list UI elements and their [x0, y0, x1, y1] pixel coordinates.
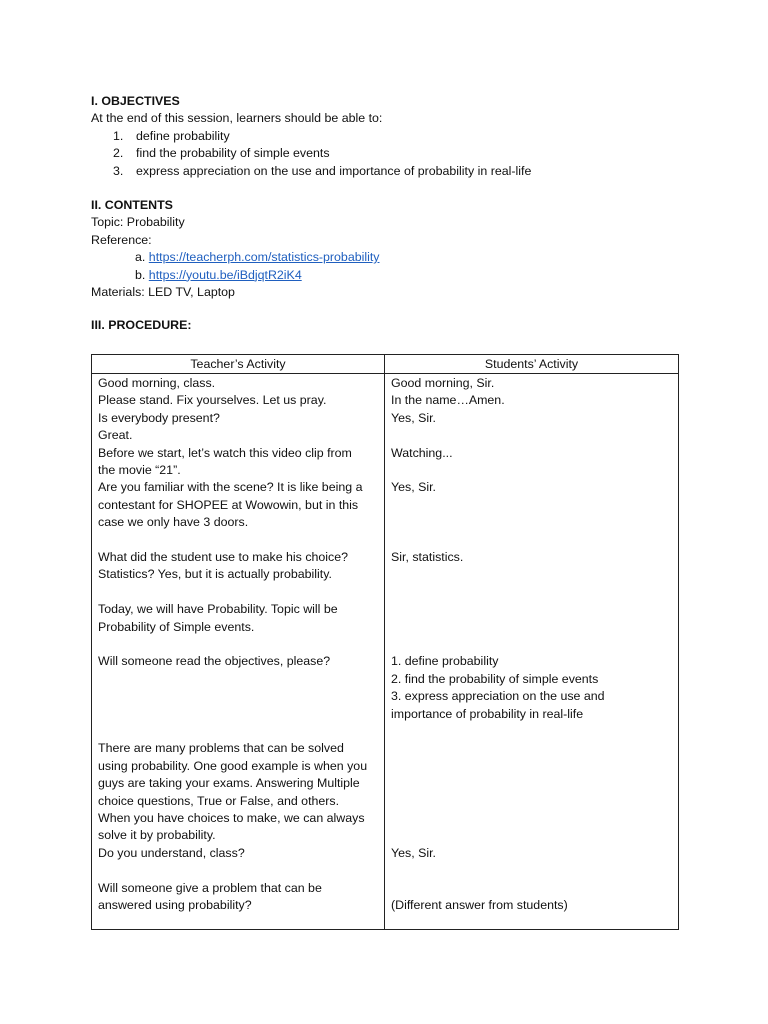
- teacher-line: [98, 706, 378, 723]
- student-line: [391, 636, 672, 653]
- teacher-line: answered using probability?: [98, 898, 252, 913]
- teacher-line: Do you understand, class?: [98, 845, 245, 860]
- objectives-intro: At the end of this session, learners should be able to:: [91, 111, 383, 126]
- student-line: [391, 775, 672, 792]
- student-line: [391, 619, 672, 636]
- teacher-line: [98, 862, 378, 879]
- student-line: [391, 532, 672, 549]
- teacher-line: case we only have 3 doors.: [98, 515, 249, 530]
- student-line: In the name…Amen.: [391, 393, 505, 408]
- objective-text: express appreciation on the use and importance of probability in real-life: [136, 163, 532, 178]
- student-line: Yes, Sir.: [391, 480, 436, 495]
- reference-prefix: b.: [135, 267, 146, 282]
- student-line: [391, 462, 672, 479]
- reference-prefix: a.: [135, 250, 146, 265]
- student-line: [391, 584, 672, 601]
- student-line: [391, 723, 672, 740]
- teacher-line: [98, 671, 378, 688]
- student-line: Sir, statistics.: [391, 549, 464, 564]
- student-line: importance of probability in real-life: [391, 706, 584, 721]
- student-line: [391, 758, 672, 775]
- contents-heading: II. CONTENTS: [91, 198, 173, 213]
- student-line: [391, 740, 672, 757]
- procedure-heading: III. PROCEDURE:: [91, 318, 192, 333]
- teacher-line: contestant for SHOPEE at Wowowin, but in this: [98, 497, 359, 512]
- students-activity-cell: [385, 374, 679, 930]
- materials-line: Materials: LED TV, Laptop: [91, 285, 235, 300]
- student-line: Good morning, Sir.: [391, 376, 495, 390]
- student-line: [391, 862, 672, 879]
- students-activity-header: Students’ Activity: [385, 355, 679, 374]
- teacher-line: guys are taking your exams. Answering Multiple: [98, 776, 360, 791]
- objective-number: 3.: [113, 163, 124, 178]
- student-line: 3. express appreciation on the use and: [391, 689, 605, 704]
- student-line: 2. find the probability of simple events: [391, 671, 599, 686]
- teacher-line: Please stand. Fix yourselves. Let us pray.: [98, 393, 327, 408]
- reference-item: [91, 267, 681, 284]
- student-line: [391, 601, 672, 618]
- teacher-activity-header: Teacher’s Activity: [92, 355, 385, 374]
- teacher-line: Statistics? Yes, but it is actually probability.: [98, 567, 332, 582]
- student-line: Yes, Sir.: [391, 410, 436, 425]
- student-line: [391, 427, 672, 444]
- student-line: [391, 810, 672, 827]
- objective-number: 2.: [113, 146, 124, 161]
- teacher-activity-cell: [92, 374, 385, 930]
- teacher-line: solve it by probability.: [98, 828, 216, 843]
- objective-text: find the probability of simple events: [136, 146, 330, 161]
- teacher-line: There are many problems that can be solved: [98, 741, 344, 756]
- teacher-line: Will someone read the objectives, please?: [98, 654, 331, 669]
- teacher-line: [98, 636, 378, 653]
- student-line: [391, 880, 672, 897]
- student-line: (Different answer from students): [391, 897, 568, 912]
- teacher-line: [98, 688, 378, 705]
- teacher-line: choice questions, True or False, and others.: [98, 793, 340, 808]
- teacher-line: Good morning, class.: [98, 376, 216, 390]
- teacher-line: [98, 584, 378, 601]
- reference-link-teacherph[interactable]: https://teacherph.com/statistics-probability: [148, 250, 380, 265]
- teacher-line: Today, we will have Probability. Topic will be: [98, 602, 338, 617]
- student-line: 1. define probability: [391, 654, 499, 669]
- reference-link-youtube[interactable]: https://youtu.be/iBdjqtR2iK4: [148, 267, 302, 282]
- teacher-line: the movie “21”.: [98, 463, 181, 478]
- objective-item: [91, 128, 681, 145]
- teacher-line: Great.: [98, 428, 133, 443]
- student-line: [391, 566, 672, 583]
- teacher-line: using probability. One good example is when you: [98, 758, 368, 773]
- teacher-line: When you have choices to make, we can always: [98, 811, 365, 826]
- objectives-list: [91, 128, 681, 180]
- teacher-line: [98, 532, 378, 549]
- student-line: [391, 514, 672, 531]
- objective-item: [91, 163, 681, 180]
- teacher-line: Are you familiar with the scene? It is like being a: [98, 480, 363, 495]
- reference-item: [91, 249, 681, 266]
- teacher-line: Probability of Simple events.: [98, 619, 255, 634]
- objective-item: [91, 145, 681, 162]
- student-line: Watching...: [391, 445, 453, 460]
- teacher-line: [98, 723, 378, 740]
- student-line: Yes, Sir.: [391, 845, 436, 860]
- objective-number: 1.: [113, 128, 124, 143]
- student-line: [391, 497, 672, 514]
- teacher-line: What did the student use to make his choice?: [98, 550, 349, 565]
- teacher-line: Before we start, let’s watch this video clip from: [98, 445, 352, 460]
- lesson-plan: [91, 93, 681, 335]
- student-line: [391, 793, 672, 810]
- objective-text: define probability: [136, 128, 230, 143]
- procedure-table: [91, 354, 679, 930]
- teacher-line: Is everybody present?: [98, 410, 220, 425]
- student-line: [391, 827, 672, 844]
- reference-label: Reference:: [91, 232, 152, 247]
- topic-line: Topic: Probability: [91, 215, 185, 230]
- teacher-line: Will someone give a problem that can be: [98, 880, 322, 895]
- objectives-heading: I. OBJECTIVES: [91, 94, 180, 108]
